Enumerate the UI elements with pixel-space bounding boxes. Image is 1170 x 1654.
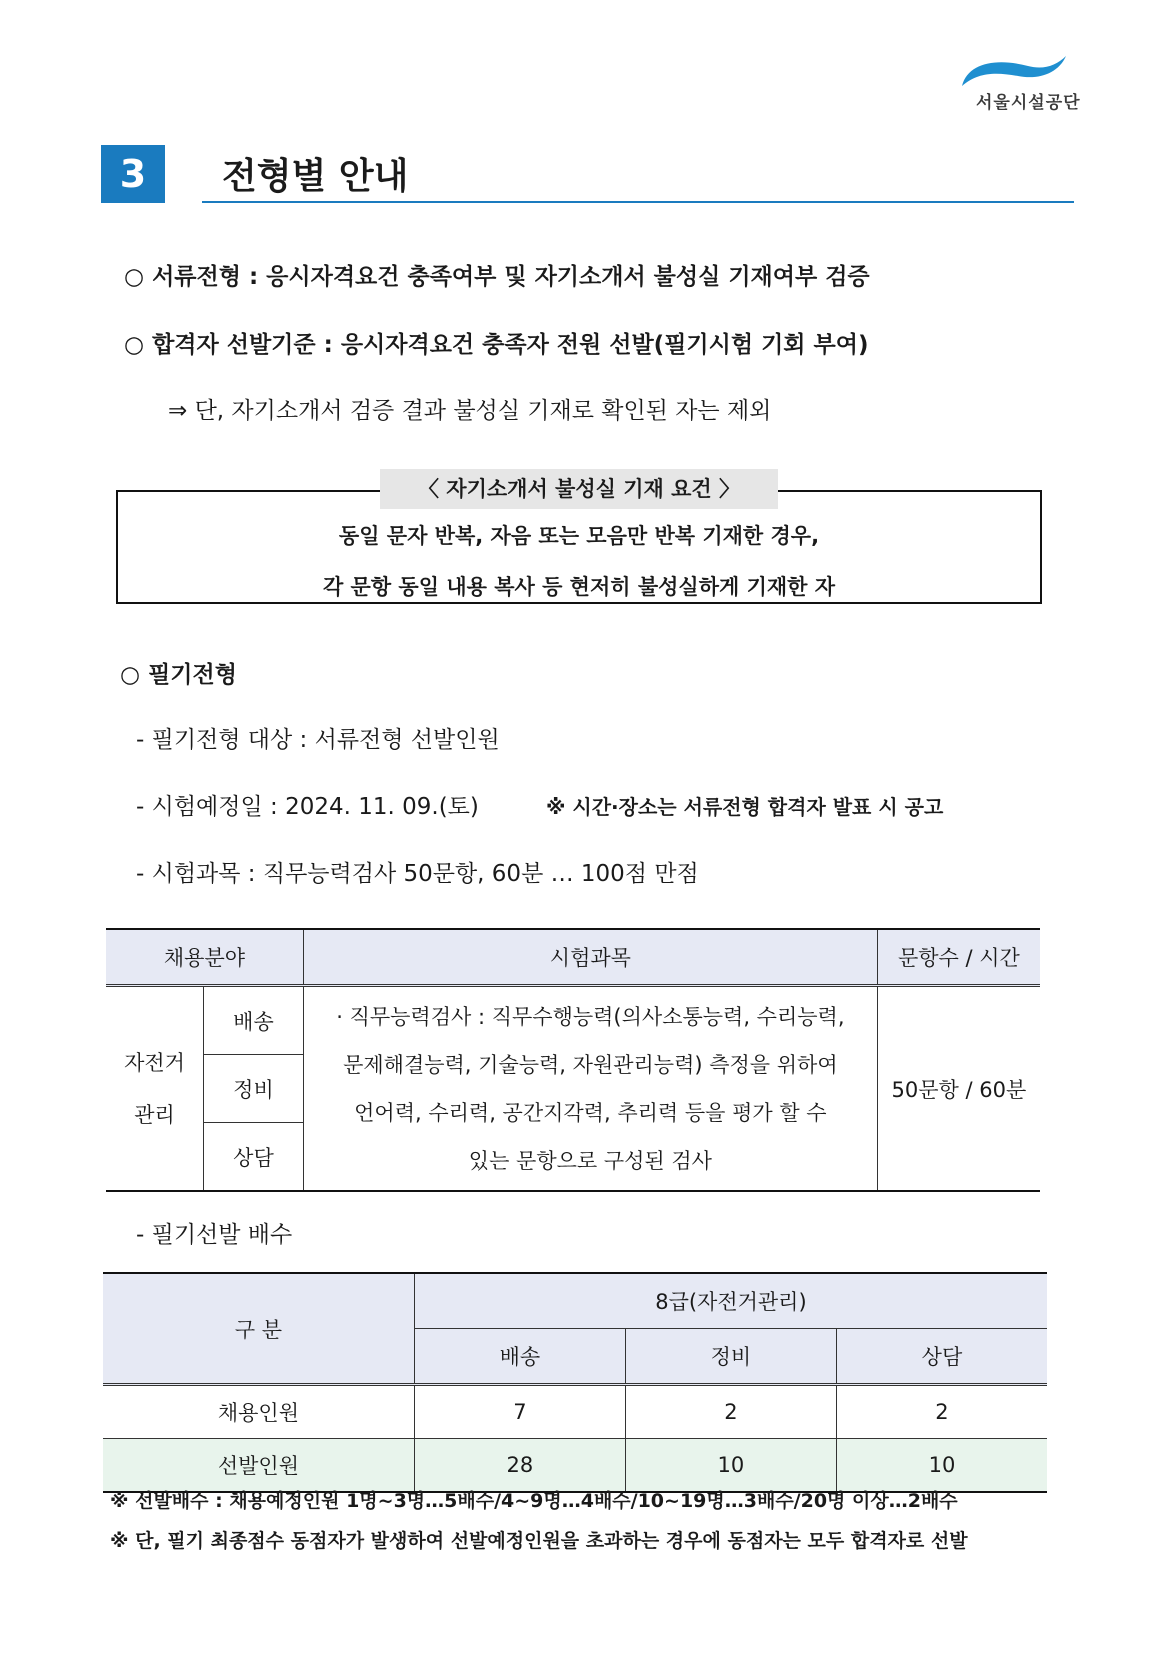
- description-line: 문제해결능력, 기술능력, 자원관리능력) 측정을 위하여: [343, 1052, 838, 1077]
- document-screening-line: ○ 서류전형 : 응시자격요건 충족여부 및 자기소개서 불성실 기재여부 검증: [124, 264, 870, 290]
- selection-criteria-line: ○ 합격자 선발기준 : 응시자격요건 충족자 전원 선발(필기시험 기회 부여): [124, 332, 869, 358]
- insincere-box-line-1: 동일 문자 반복, 자음 또는 모음만 반복 기재한 경우,: [338, 524, 820, 548]
- header-field: 채용분야: [106, 929, 303, 986]
- field-cell: 자전거 관리: [106, 986, 203, 1192]
- ratio-table: [103, 1272, 1047, 1493]
- logo-text: 서울시설공단: [976, 93, 1081, 113]
- section-number: 3: [101, 145, 165, 203]
- company-logo: [958, 52, 1081, 113]
- section-title: 전형별 안내: [222, 156, 409, 197]
- description-line: 언어력, 수리력, 공간지각력, 추리력 등을 평가 할 수: [354, 1100, 827, 1125]
- written-exam-heading: ○ 필기전형: [120, 662, 237, 688]
- header-subject: 시험과목: [303, 929, 877, 986]
- subheader-maintenance: 정비: [625, 1329, 836, 1385]
- exclusion-line: ⇒ 단, 자기소개서 검증 결과 불성실 기재로 확인된 자는 제외: [168, 398, 772, 424]
- ratio-heading: - 필기선발 배수: [136, 1222, 293, 1248]
- subfield-maintenance: 정비: [203, 1055, 303, 1123]
- category-header: 구 분: [103, 1273, 414, 1385]
- wave-logo-icon: [958, 52, 1068, 92]
- count-time-cell: 50문항 / 60분: [877, 986, 1040, 1192]
- row-label-selection: 선발인원: [103, 1439, 414, 1493]
- exam-date-note: ※ 시간·장소는 서류전형 합격자 발표 시 공고: [546, 795, 944, 819]
- subheader-consultation: 상담: [836, 1329, 1047, 1385]
- description-line: · 직무능력검사 : 직무수행능력(의사소통능력, 수리능력,: [336, 1004, 845, 1029]
- row-label-hiring: 채용인원: [103, 1385, 414, 1439]
- written-exam-target: - 필기전형 대상 : 서류전형 선발인원: [136, 727, 500, 753]
- hiring-delivery: 7: [414, 1385, 625, 1439]
- grade-header: 8급(자전거관리): [414, 1273, 1047, 1329]
- section-underline: [202, 201, 1074, 203]
- description-line: 있는 문항으로 구성된 검사: [468, 1148, 712, 1173]
- hiring-consultation: 2: [836, 1385, 1047, 1439]
- exam-table: [106, 928, 1040, 1192]
- tie-note: ※ 단, 필기 최종점수 동점자가 발생하여 선발예정인원을 초과하는 경우에 동점자는 모두 합격자로 선발: [110, 1530, 968, 1552]
- subfield-consultation: 상담: [203, 1123, 303, 1192]
- header-count-time: 문항수 / 시간: [877, 929, 1040, 986]
- subfield-delivery: 배송: [203, 986, 303, 1055]
- subject-description: [303, 986, 877, 1192]
- insincere-box-title: 〈 자기소개서 불성실 기재 요건 〉: [380, 469, 778, 509]
- exam-date: - 시험예정일 : 2024. 11. 09.(토): [136, 794, 479, 820]
- selection-maintenance: 10: [625, 1439, 836, 1493]
- exam-subject: - 시험과목 : 직무능력검사 50문항, 60분 … 100점 만점: [136, 861, 699, 887]
- insincere-box-line-2: 각 문항 동일 내용 복사 등 현저히 불성실하게 기재한 자: [322, 575, 836, 599]
- hiring-maintenance: 2: [625, 1385, 836, 1439]
- subheader-delivery: 배송: [414, 1329, 625, 1385]
- selection-consultation: 10: [836, 1439, 1047, 1493]
- ratio-note: ※ 선발배수 : 채용예정인원 1명~3명…5배수/4~9명…4배수/10~19명…3배수/20명 이상…2배수: [110, 1490, 958, 1512]
- selection-delivery: 28: [414, 1439, 625, 1493]
